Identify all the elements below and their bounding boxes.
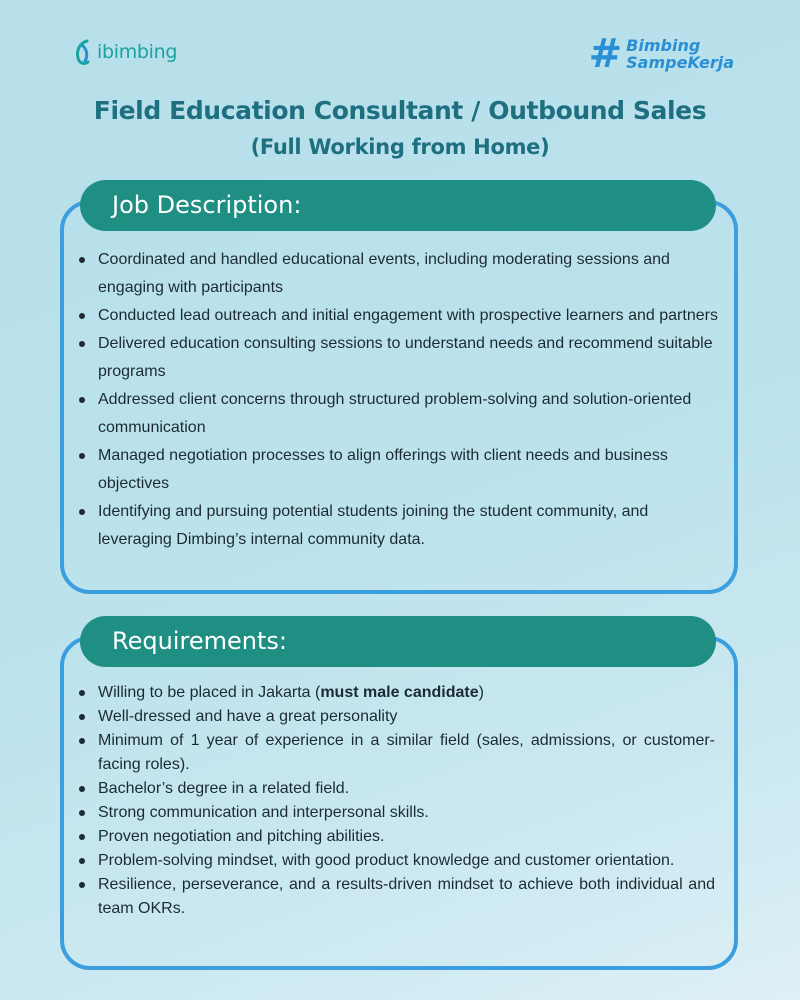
list-item: Problem-solving mindset, with good product knowledge and customer orientation. bbox=[79, 849, 715, 873]
list-item-text: Willing to be placed in Jakarta ( bbox=[98, 684, 321, 701]
tagline-line-1: Bimbing bbox=[626, 36, 701, 55]
list-item: Bachelor’s degree in a related field. bbox=[79, 777, 715, 801]
job-description-list bbox=[79, 246, 719, 554]
page-title: Field Education Consultant / Outbound Sales bbox=[93, 96, 707, 125]
list-item bbox=[79, 681, 715, 705]
tagline-line-2: SampeKerja bbox=[626, 53, 734, 72]
list-item-emphasis: must male candidate bbox=[320, 684, 479, 701]
list-item: Coordinated and handled educational events, including moderating sessions and engaging with participants bbox=[79, 246, 719, 302]
list-item: Minimum of 1 year of experience in a similar field (sales, admissions, or customer-facing roles). bbox=[79, 729, 715, 777]
list-item: Strong communication and interpersonal skills. bbox=[79, 801, 715, 825]
page-subtitle: (Full Working from Home) bbox=[250, 135, 550, 159]
logo-text: ibimbing bbox=[97, 41, 178, 63]
hashtag-tagline bbox=[588, 31, 734, 77]
ibimbing-logo-icon bbox=[74, 38, 94, 66]
list-item: Identifying and pursuing potential students joining the student community, and leveraging Dimbing’s internal community data. bbox=[79, 498, 719, 554]
list-item: Well-dressed and have a great personality bbox=[79, 705, 715, 729]
hashtag-icon: # bbox=[588, 31, 623, 77]
requirements-list bbox=[79, 681, 715, 921]
list-item: Proven negotiation and pitching abilities. bbox=[79, 825, 715, 849]
list-item: Resilience, perseverance, and a results-driven mindset to achieve both individual and team OKRs. bbox=[79, 873, 715, 921]
list-item: Delivered education consulting sessions to understand needs and recommend suitable programs bbox=[79, 330, 719, 386]
list-item-text: ) bbox=[478, 684, 484, 701]
list-item: Conducted lead outreach and initial engagement with prospective learners and partners bbox=[79, 302, 719, 330]
brand-logo bbox=[74, 38, 177, 66]
list-item: Addressed client concerns through structured problem-solving and solution-oriented communication bbox=[79, 386, 719, 442]
job-description-heading: Job Description: bbox=[80, 180, 716, 231]
requirements-heading: Requirements: bbox=[80, 616, 716, 667]
list-item: Managed negotiation processes to align offerings with client needs and business objectives bbox=[79, 442, 719, 498]
